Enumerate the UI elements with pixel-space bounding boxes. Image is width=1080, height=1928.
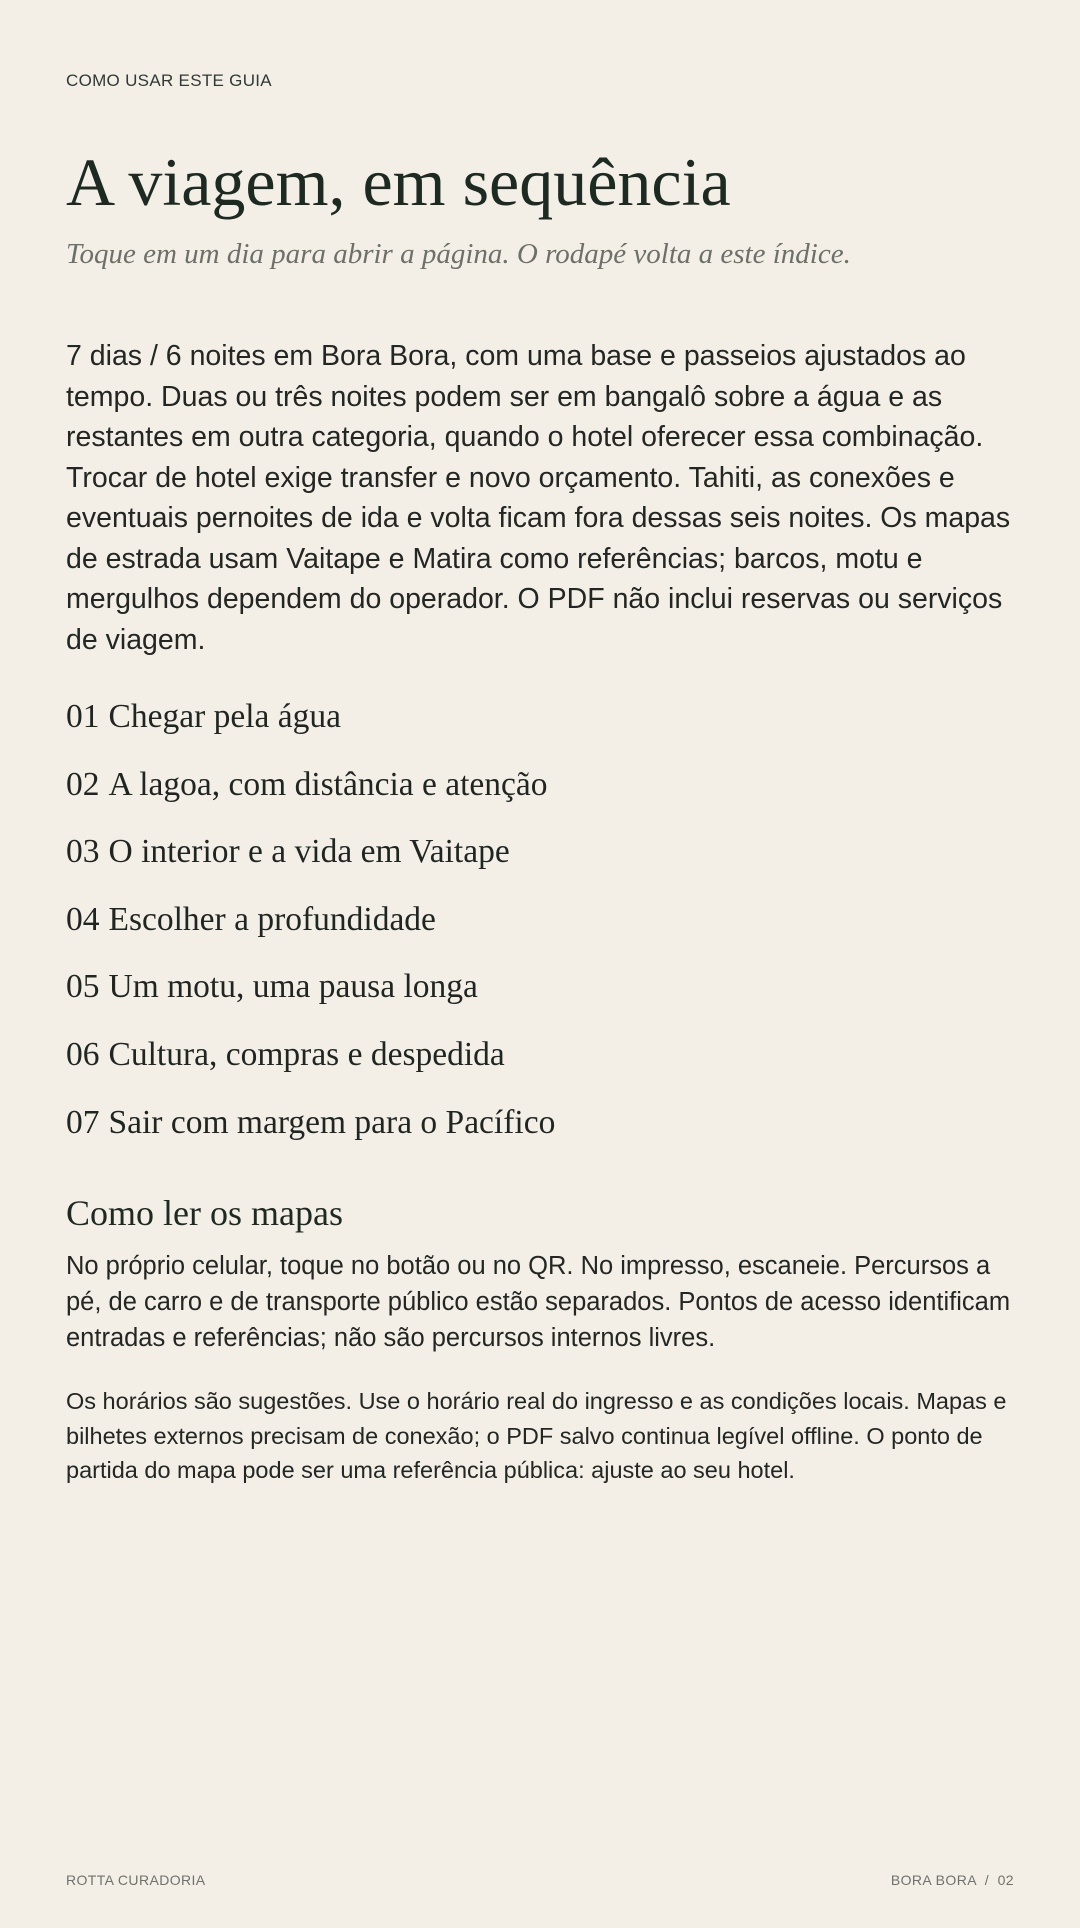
page-subtitle: Toque em um dia para abrir a página. O rodapé volta a este índice. <box>66 238 851 270</box>
footer-brand: ROTTA CURADORIA <box>66 1872 206 1888</box>
day-link-04[interactable] <box>66 895 555 963</box>
day-title: Chegar pela água <box>108 698 342 735</box>
day-number: 04 <box>66 900 100 938</box>
day-link-01[interactable] <box>66 692 555 760</box>
page-title: A viagem, em sequência <box>66 144 731 220</box>
day-number: 06 <box>66 1035 100 1073</box>
day-link-02[interactable] <box>66 760 555 828</box>
day-title: O interior e a vida em Vaitape <box>108 833 510 871</box>
footer-page-link[interactable]: BORA BORA / 02 <box>890 1872 1014 1888</box>
day-index <box>66 692 555 1165</box>
day-link-07[interactable] <box>66 1098 555 1166</box>
day-number: 03 <box>66 833 100 871</box>
day-title: Cultura, compras e despedida <box>108 1035 505 1073</box>
day-number: 01 <box>66 698 100 735</box>
day-title: A lagoa, com distância e atenção <box>108 765 548 803</box>
day-title: Um motu, uma pausa longa <box>108 968 478 1006</box>
day-link-06[interactable] <box>66 1030 555 1098</box>
intro-paragraph: 7 dias / 6 noites em Bora Bora, com uma base e passeios ajustados ao tempo. Duas ou três noites podem ser em bangalô sobre a água e as restantes em outra categoria, quando o hotel oferecer essa combinação. Trocar de hotel exige transfer e novo orçamento. Tahiti, as conexões e eventuais pernoites de ida e volta ficam fora dessas seis noites. Os mapas de estrada usam Vaitape e Matira como referências; barcos, motu e mergulhos dependem do operador. O PDF não inclui reservas ou serviços de viagem. <box>66 340 1011 656</box>
day-title: Escolher a profundidade <box>108 900 436 938</box>
maps-paragraph-2: Os horários são sugestões. Use o horário real do ingresso e as condições locais. Mapas e bilhetes externos precisam de conexão; o PDF salvo continua legível offline. O ponto de partida do mapa pode ser uma referência pública: ajuste ao seu hotel. <box>66 1388 1007 1483</box>
day-number: 02 <box>66 765 100 803</box>
day-link-05[interactable] <box>66 962 555 1030</box>
guide-page <box>66 0 1014 1928</box>
day-number: 05 <box>66 968 100 1006</box>
eyebrow-label: COMO USAR ESTE GUIA <box>66 71 272 90</box>
maps-paragraph-1: No próprio celular, toque no botão ou no QR. No impresso, escaneie. Percursos a pé, de carro e de transporte público estão separados. Pontos de acesso identificam entradas e referências; não são percursos internos livres. <box>66 1252 1011 1352</box>
day-title: Sair com margem para o Pacífico <box>108 1103 556 1141</box>
day-number: 07 <box>66 1103 100 1141</box>
day-link-03[interactable] <box>66 827 555 895</box>
maps-section-title: Como ler os mapas <box>66 1193 343 1233</box>
